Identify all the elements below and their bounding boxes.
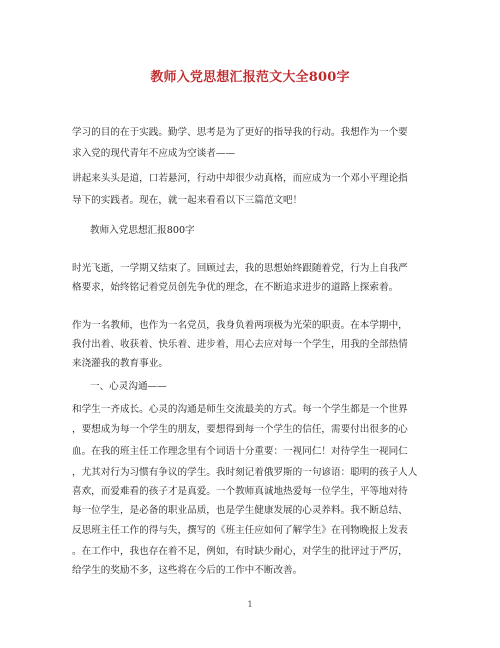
page-number: 1: [247, 600, 253, 609]
body-line: 导下的实践者。现在，就一起来看看以下三篇范文吧！: [72, 195, 303, 206]
body-line: ，要想成为每一个学生的朋友，要想得到每一个学生的信任，需要付出很多的心: [72, 424, 408, 435]
body-line: 格要求，始终铭记着党员创先争优的理念，在不断追求进步的道路上探索着。: [72, 282, 399, 293]
body-line: 反思班主任工作的得与失，撰写的《班主任应如何了解学生》在刊物晚报上发表: [72, 525, 408, 536]
body-line: 喜欢，而爱难看的孩子才是真爱。一个教师真诚地热爱每一位学生，平等地对待: [72, 486, 408, 497]
body-line: 我付出着、收获着、快乐着、进步着，用心去应对每一个学生，用我的全部热情: [72, 339, 408, 350]
body-line: 学习的目的在于实践。勤学、思考是为了更好的指导我的行动。我想作为一个要: [72, 127, 408, 138]
subheading: 教师入党思想汇报800字: [90, 225, 195, 236]
body-line: ，尤其对行为习惯有争议的学生。我时刻记着俄罗斯的一句谚语：聪明的孩子人人: [72, 467, 418, 478]
body-line: 每一位学生，是必备的职业品质，也是学生健康发展的心灵养料。我不断总结、: [72, 505, 408, 516]
body-line: 时光飞逝，一学期又结束了。回顾过去，我的思想始终跟随着党，行为上自我严: [72, 263, 408, 274]
body-line: 求入党的现代青年不应成为空谈者——: [72, 148, 236, 159]
body-line: 血。在我的班主任工作理念里有个词语十分重要：一视同仁！对待学生一视同仁: [72, 446, 408, 457]
body-line: 和学生一齐成长。心灵的沟通是师生交流最美的方式。每一个学生都是一个世界: [72, 404, 408, 415]
document-title: 教师入党思想汇报范文大全800字: [150, 70, 350, 85]
body-line: 。在工作中，我也存在着不足，例如，有时缺少耐心，对学生的批评过于严厉，: [72, 546, 408, 557]
body-line: 给学生的奖励不多，这些将在今后的工作中不断改善。: [72, 565, 303, 576]
body-line: 作为一名教师，也作为一名党员，我身负着两项极为光荣的职责。在本学期中，: [72, 320, 408, 331]
body-line: 讲起来头头是道，口若悬河，行动中却很少动真格，而应成为一个邓小平理论指: [72, 173, 408, 184]
body-line: 来浇灌我的教育事业。: [72, 358, 168, 369]
section-heading: 一、心灵沟通——: [90, 381, 167, 392]
